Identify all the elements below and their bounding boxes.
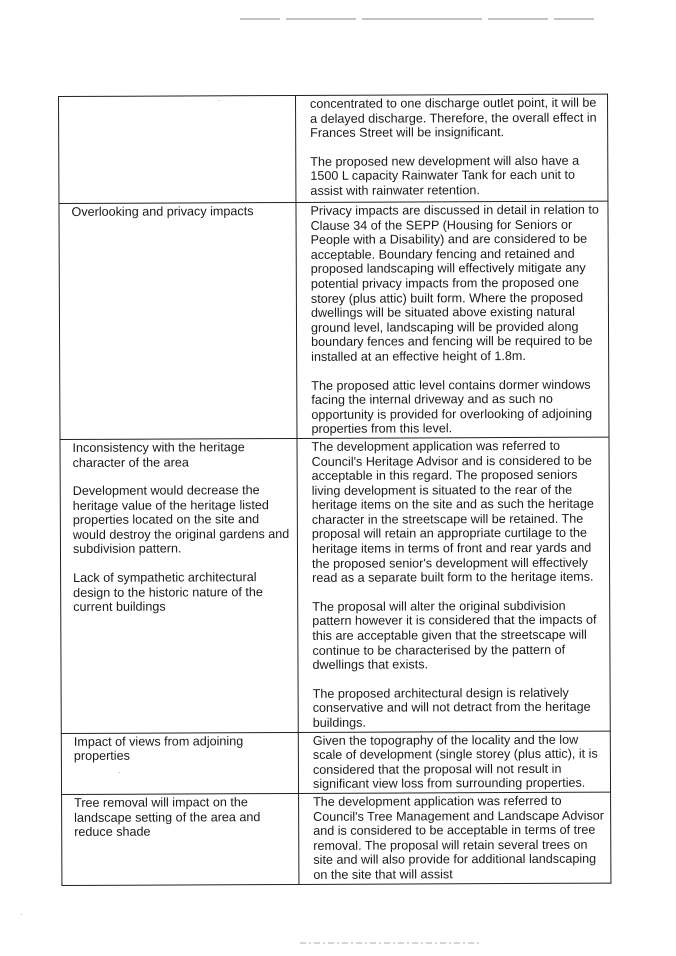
footer-smudge-icon [300,940,480,946]
issue-heading: Impact of views from adjoining properties [73,733,244,764]
response-paragraph: The proposal will alter the original subdivision pattern however it is considered that the impacts of this are acceptable given that the streetscape will continue to be characterised by the pattern of dwellings that exists. [312,598,597,673]
table-row-stormwater [59,94,608,203]
table-row-views [61,731,610,795]
response-paragraph: The proposed attic level contains dormer windows facing the internal driveway and as such no opportunity is provided for overlooking of adjoining properties from this level. [311,377,593,437]
response-paragraph: Privacy impacts are discussed in detail in relation to Clause 34 of the SEPP (Housing for Seniors or People with a Disability) and are considered to be acceptable. Boundary fencing and retained and proposed landscaping will effectively mitigate any potential privacy impacts from the proposed one storey (plus attic) built form. Where the proposed dwellings will be situated above existing natural ground level, landscaping will be provided along boundary fences and fencing will be required to be installed at an effective height of 1.8m. [310,202,599,364]
response-cell [299,792,611,884]
table-row-heritage [60,437,610,733]
response-paragraph: concentrated to one discharge outlet point, it will be a delayed discharge. Therefore, the overall effect in Frances Street will be insignificant. [310,95,597,141]
scan-speck: · [218,96,221,105]
issue-heading: Tree removal will impact on the landscape setting of the area and reduce shade [74,795,261,840]
response-paragraph: The proposed new development will also have a 1500 L capacity Rainwater Tank for each unit to assist with rainwater retention. [310,153,580,198]
response-cell [298,731,610,794]
response-paragraph: Given the topography of the locality and the low scale of development (single storey (plus attic), it is considered that the proposal will not result in significant view loss from surrounding properties. [312,732,598,792]
scan-speck: · [118,768,121,777]
table-row-privacy [59,201,609,439]
issue-cell [62,793,299,885]
issue-cell [59,202,297,439]
table-row-trees [62,792,611,885]
footer-file-path [300,940,480,948]
issue-paragraph: Development would decrease the heritage value of the heritage listed properties located on the site and would destroy the original gardens and subdivision pattern. [72,483,290,557]
issue-cell [60,438,298,733]
response-cell [297,437,610,732]
issue-cell [59,95,296,203]
response-cell [295,94,607,202]
issue-paragraph: Lack of sympathetic architectural design to the historic nature of the current buildings [73,570,263,615]
scan-header-noise [240,10,630,16]
submissions-table [58,94,611,886]
response-paragraph: The development application was referred to Council's Heritage Advisor and is considered to be acceptable in this regard. The proposed seniors living development is situated to the rear of the heritage items on the site and as such the heritage character in the streetscape will be retained. The proposal will retain an appropriate curtilage to the heritage items in terms of front and rear yards and the proposed senior's development will effectively read as a separate built form to the heritage items. [311,438,594,586]
response-paragraph: The development application was referred to Council's Tree Management and Landscape Advisor and is considered to be acceptable in terms of tree removal. The proposal will retain several trees on site and will also provide for additional landscaping on the site that will assist [313,793,605,882]
issue-cell [61,732,298,794]
issue-heading: Overlooking and privacy impacts [71,204,254,219]
scan-speck: · [20,910,23,919]
issue-heading: Inconsistency with the heritage character of the area [72,440,245,470]
response-cell [296,201,609,438]
response-paragraph: The proposed architectural design is relatively conservative and will not detract from the heritage buildings. [312,685,591,730]
